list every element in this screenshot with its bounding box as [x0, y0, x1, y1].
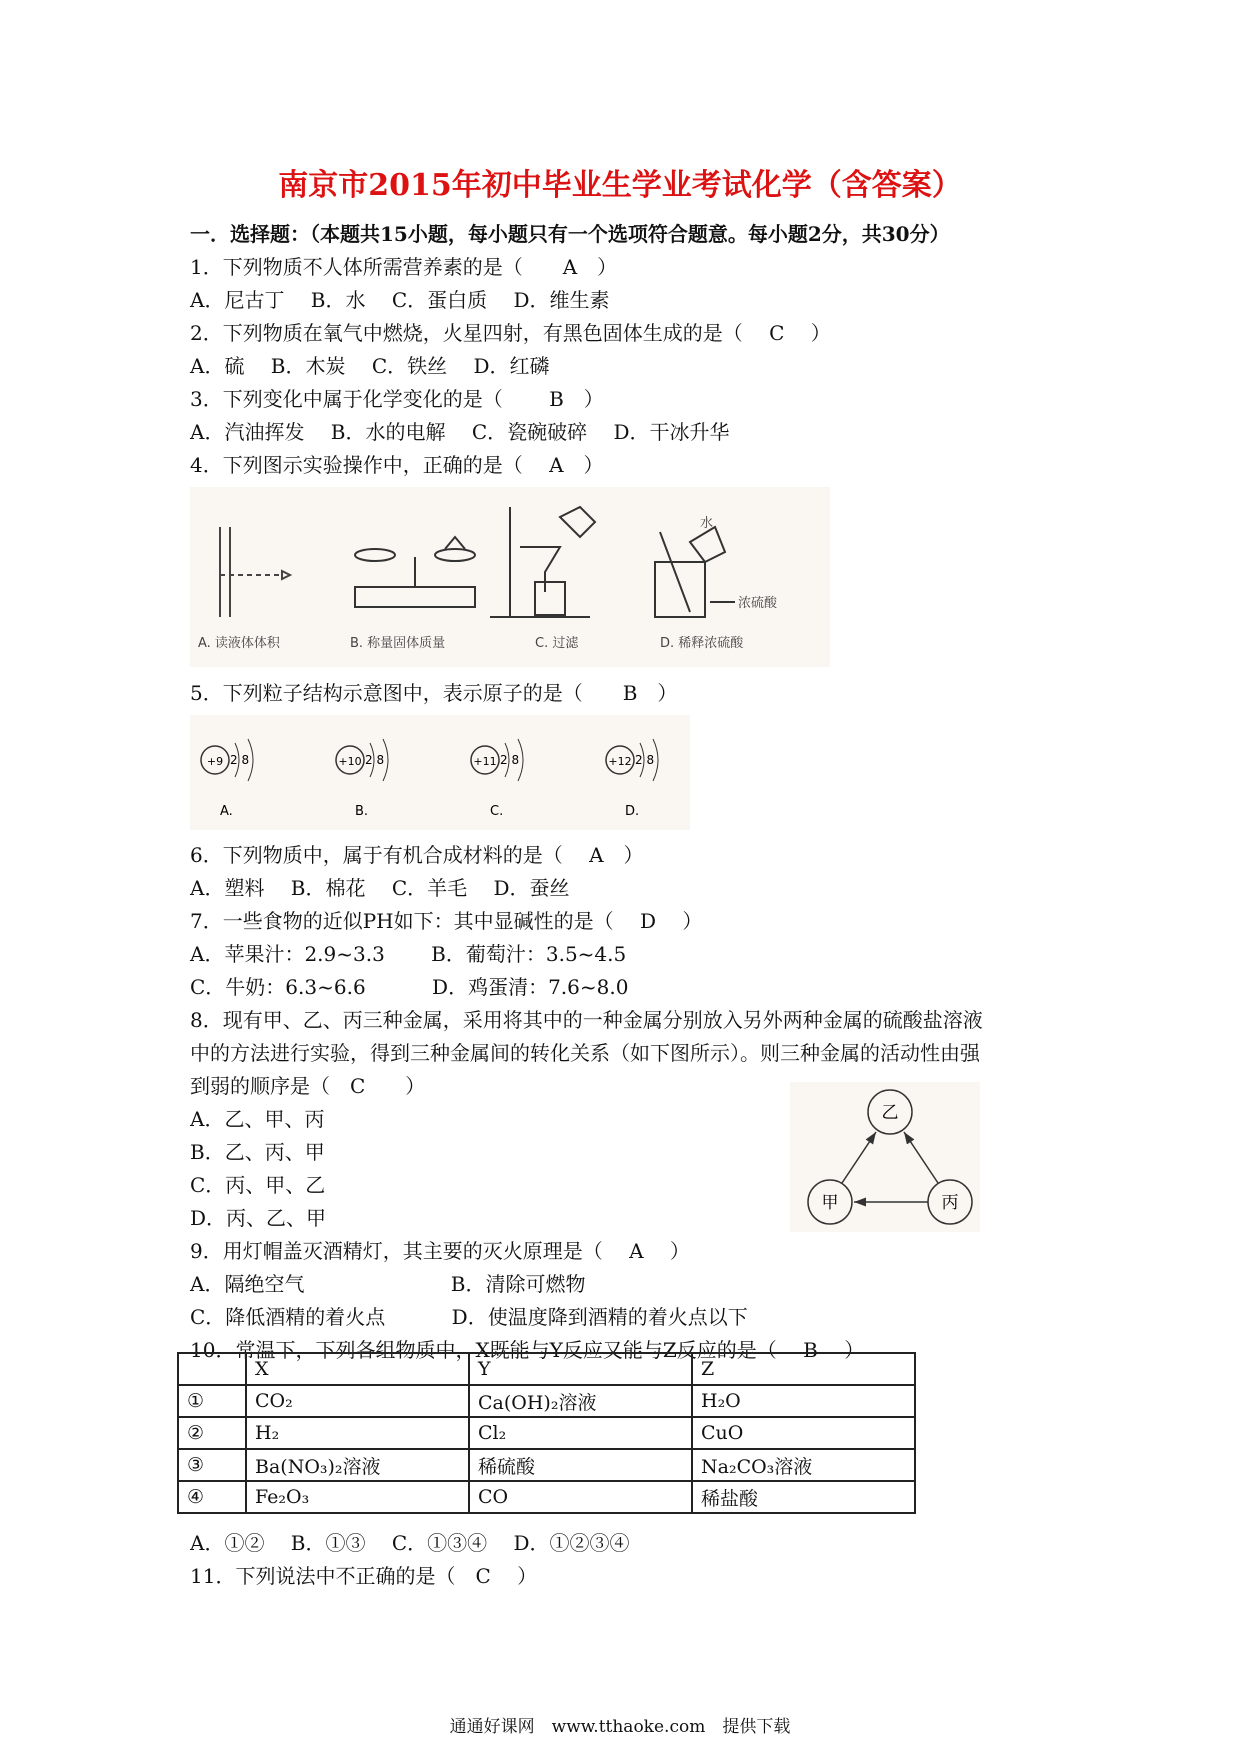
option-d: D.: [625, 804, 640, 819]
table-header-cell: Y: [469, 1353, 692, 1385]
q3-options: A．汽油挥发 B．水的电解 C．瓷碗破碎 D．干冰升华: [190, 420, 730, 444]
shells-d: 2 8: [635, 753, 655, 767]
table-cell: 稀盐酸: [692, 1481, 915, 1513]
q1-options: A．尼古丁 B．水 C．蛋白质 D．维生素: [190, 288, 610, 312]
node-yi-label: 乙: [881, 1103, 899, 1123]
nucleus-c: +11: [473, 755, 497, 768]
table-cell: CuO: [692, 1417, 915, 1449]
table-cell: Ba(NO₃)₂溶液: [246, 1449, 469, 1481]
q1: 1．下列物质不人体所需营养素的是（ A ）: [190, 255, 618, 279]
arrow-bing-yi: [904, 1132, 938, 1183]
q8-option-d: D．丙、乙、甲: [190, 1206, 327, 1230]
q10-options: A．①② B．①③ C．①③④ D．①②③④: [190, 1531, 630, 1555]
table-header-cell: X: [246, 1353, 469, 1385]
q8-option-b: B．乙、丙、甲: [190, 1140, 325, 1164]
fig4-label-b: B. 称量固体质量: [350, 636, 446, 651]
q6: 6．下列物质中，属于有机合成材料的是（ A ）: [190, 843, 644, 867]
q11: 11．下列说法中不正确的是（ C ）: [190, 1564, 538, 1588]
fig4-label-d: D. 稀释浓硫酸: [660, 636, 744, 651]
q8-figure: [790, 1082, 980, 1232]
q9-options-ab: A．隔绝空气 B．清除可燃物: [190, 1272, 586, 1296]
table-cell: H₂: [246, 1417, 469, 1449]
table-cell: Fe₂O₃: [246, 1481, 469, 1513]
footer: 通通好课网 www.tthaoke.com 提供下载: [449, 1717, 791, 1737]
table-cell: 稀硫酸: [469, 1449, 692, 1481]
shells-a: 2 8: [230, 753, 250, 767]
option-b: B.: [355, 804, 369, 819]
shells-b: 2 8: [365, 753, 385, 767]
node-bing-label: 丙: [941, 1193, 959, 1213]
table-row: [178, 1417, 915, 1449]
q5-figure: [190, 715, 690, 830]
q8-line3: 到弱的顺序是（ C ）: [190, 1074, 426, 1098]
shells-c: 2 8: [500, 753, 520, 767]
table-cell: Cl₂: [469, 1417, 692, 1449]
table-header-row: [178, 1353, 915, 1385]
table-cell: ③: [178, 1449, 246, 1481]
q6-options: A．塑料 B．棉花 C．羊毛 D．蚕丝: [190, 876, 570, 900]
table-row: [178, 1449, 915, 1481]
atom-diagram-a: [201, 739, 253, 819]
atom-diagram-b: [336, 739, 388, 819]
fig4-label-acid: 浓硫酸: [738, 596, 778, 611]
cylinder-icon: [220, 527, 290, 617]
q10: 10．常温下，下列各组物质中，X既能与Y反应又能与Z反应的是（ B ）: [190, 1338, 865, 1362]
page-title: 南京市2015年初中毕业生学业考试化学（含答案）: [278, 168, 962, 203]
arrow-jia-yi: [842, 1132, 876, 1183]
q9: 9．用灯帽盖灭酒精灯，其主要的灭火原理是（ A ）: [190, 1239, 690, 1263]
beaker-icon: [655, 527, 735, 617]
filtration-icon: [490, 507, 595, 617]
fig4-label-c: C. 过滤: [535, 636, 579, 651]
table-cell: CO₂: [246, 1385, 469, 1417]
q9-options-cd: C．降低酒精的着火点 D．使温度降到酒精的着火点以下: [190, 1305, 748, 1329]
table-cell: Ca(OH)₂溶液: [469, 1385, 692, 1417]
q7-options-ab: A．苹果汁：2.9~3.3 B．葡萄汁：3.5~4.5: [190, 942, 627, 966]
option-c: C.: [490, 804, 504, 819]
q7-options-cd: C．牛奶：6.3~6.6 D．鸡蛋清：7.6~8.0: [190, 975, 629, 999]
q8-option-a: A．乙、甲、丙: [190, 1107, 325, 1131]
atom-diagram-d: [606, 739, 658, 819]
nucleus-b: +10: [338, 755, 362, 768]
table-header-cell: [178, 1353, 246, 1385]
q3: 3．下列变化中属于化学变化的是（ B ）: [190, 387, 604, 411]
option-a: A.: [220, 804, 233, 819]
table-header-cell: Z: [692, 1353, 915, 1385]
q5: 5．下列粒子结构示意图中，表示原子的是（ B ）: [190, 681, 678, 705]
q2-options: A．硫 B．木炭 C．铁丝 D．红磷: [190, 354, 550, 378]
q4-figure: [190, 487, 830, 667]
table-cell: H₂O: [692, 1385, 915, 1417]
atom-diagram-c: [471, 739, 523, 819]
q7: 7．一些食物的近似PH如下：其中显碱性的是（ D ）: [190, 909, 703, 933]
node-jia-label: 甲: [821, 1193, 839, 1213]
table-cell: ①: [178, 1385, 246, 1417]
q4: 4．下列图示实验操作中，正确的是（ A ）: [190, 453, 604, 477]
fig4-label-water: 水: [700, 516, 714, 531]
table-cell: ②: [178, 1417, 246, 1449]
table-row: [178, 1481, 915, 1513]
balance-icon: [355, 537, 475, 607]
q8-line2: 中的方法进行实验，得到三种金属间的转化关系（如下图所示）。则三种金属的活动性由强: [190, 1041, 980, 1065]
nucleus-d: +12: [608, 755, 632, 768]
section-heading: 一．选择题：（本题共15小题，每小题只有一个选项符合题意。每小题2分，共30分）: [190, 222, 950, 246]
q10-table: [177, 1352, 916, 1514]
table-row: [178, 1385, 915, 1417]
table-cell: CO: [469, 1481, 692, 1513]
q8-option-c: C．丙、甲、乙: [190, 1173, 326, 1197]
q8-line1: 8．现有甲、乙、丙三种金属，采用将其中的一种金属分别放入另外两种金属的硫酸盐溶液: [190, 1008, 983, 1032]
nucleus-a: +9: [206, 755, 224, 768]
fig4-label-a: A. 读液体体积: [198, 636, 280, 651]
table-cell: Na₂CO₃溶液: [692, 1449, 915, 1481]
table-cell: ④: [178, 1481, 246, 1513]
q2: 2．下列物质在氧气中燃烧，火星四射，有黑色固体生成的是（ C ）: [190, 321, 831, 345]
